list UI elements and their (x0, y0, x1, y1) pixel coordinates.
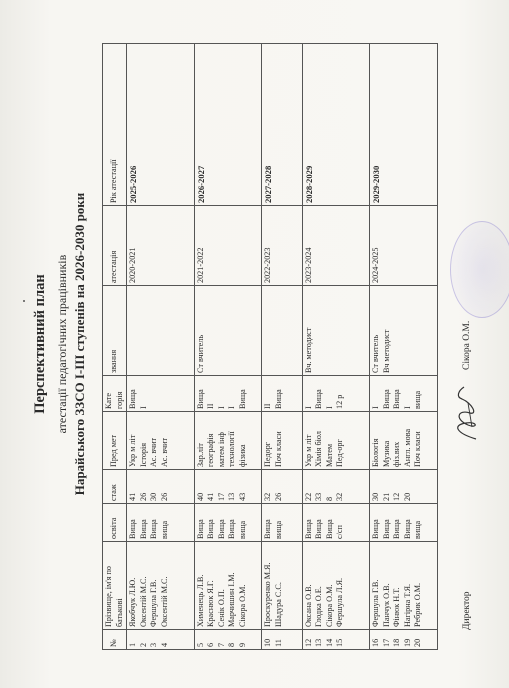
cell-title (127, 286, 195, 376)
cell-line: Вища (303, 519, 313, 539)
school-line: Нарайського ЗЗСО І-ІІІ ступенів на 2026-2030 роки (72, 192, 87, 496)
cell-line: Фершула Г.В. (149, 579, 158, 627)
cell-line: вища (273, 520, 283, 539)
cell-line: Вища (392, 389, 402, 409)
signature-icon (448, 383, 484, 443)
cell-year: 2028-2029 (302, 44, 370, 206)
cell-line: 10 (263, 638, 273, 647)
cell-line: Вища (314, 389, 324, 409)
cell-line: 13 (314, 638, 324, 647)
cell-line: Вища (195, 519, 205, 539)
cell-line: вища (237, 520, 247, 539)
cell-line: 41 (206, 492, 216, 501)
cell-year: 2026-2027 (194, 44, 262, 206)
table-row (127, 44, 195, 650)
cell-line: Зар.літ (195, 443, 205, 467)
cell-line: вища (413, 520, 423, 539)
cell-subject (370, 412, 438, 470)
cell-line: Історія (138, 442, 148, 467)
cell-line: 20 (413, 638, 423, 647)
cell-line: Сікора О.М. (324, 584, 334, 627)
cell-line: 8 (324, 496, 334, 501)
cell-line: Вч. методист (303, 327, 313, 373)
cell-line: 8 (227, 642, 237, 647)
cell-line: 26 (138, 492, 148, 501)
cell-line: 2 (138, 642, 148, 647)
cell-line: Вища (195, 389, 205, 409)
cell-line: 26 (273, 492, 283, 501)
cell-line: 32 (335, 492, 345, 501)
cell-line: Музика (381, 440, 391, 467)
cell-line: 2021-2022 (195, 247, 205, 283)
cell-line: с/сп (335, 525, 345, 539)
attestation-table (102, 43, 438, 650)
header-subject: Пред мет (103, 412, 127, 470)
cell-line: Шадура С.С. (273, 582, 283, 627)
cell-line: Вища (324, 519, 334, 539)
cell-num (262, 630, 303, 650)
table-row (302, 44, 370, 650)
cell-line: І (138, 406, 148, 409)
document-title: Перспективний план (32, 274, 48, 414)
cell-line: 41 (128, 492, 137, 501)
cell-line: Укр м літ (303, 434, 313, 467)
cell-attestation (302, 206, 370, 286)
cell-name (262, 542, 303, 630)
cell-line: технології (227, 431, 237, 467)
cell-subject (262, 412, 303, 470)
cell-line: Ас. вчит (159, 437, 169, 467)
cell-line: 2024-2025 (371, 247, 381, 283)
cell-subject (194, 412, 262, 470)
stamp-icon (450, 221, 509, 318)
cell-name (194, 542, 262, 630)
cell-line: Краснюк Я.Г. (206, 580, 216, 627)
cell-line: Вища (149, 519, 158, 539)
header-education: освіта (103, 504, 127, 542)
cell-line: вища (413, 390, 423, 409)
cell-line: Біологія (371, 438, 381, 467)
cell-education (262, 504, 303, 542)
cell-line: 2020-2021 (128, 247, 137, 283)
cell-subject (302, 412, 370, 470)
cell-line: Вища (128, 389, 137, 409)
cell-line: Нагірна Т.Я. (402, 583, 412, 627)
cell-num (302, 630, 370, 650)
table-header-row (103, 44, 127, 650)
cell-line: 12 р (335, 394, 345, 409)
cell-line: Ас. вчит (149, 437, 158, 467)
cell-line: фізика (237, 444, 247, 467)
cell-line: Вч методист (381, 329, 391, 373)
cell-education (127, 504, 195, 542)
cell-num (194, 630, 262, 650)
cell-category (127, 376, 195, 412)
cell-education (370, 504, 438, 542)
cell-line: 16 (371, 638, 381, 647)
cell-line: Укр м літ (128, 434, 137, 467)
cell-line: 43 (237, 492, 247, 501)
cell-line: 3 (149, 642, 158, 647)
cell-line: Фінюк Н.Т. (392, 587, 402, 627)
cell-line: 14 (324, 638, 334, 647)
cell-line: Сенік О.П. (216, 589, 226, 627)
cell-line: Хименець Л.В. (195, 574, 205, 627)
cell-line: 30 (371, 492, 381, 501)
cell-line: І (324, 406, 334, 409)
cell-title (262, 286, 303, 376)
cell-line: 19 (402, 638, 412, 647)
cell-line: Хімія біол (314, 431, 324, 467)
header-attestation: атестація (103, 206, 127, 286)
cell-line: 18 (392, 638, 402, 647)
cell-line: Ст вчитель (195, 334, 205, 373)
cell-year: 2027-2028 (262, 44, 303, 206)
cell-line: Ст вчитель (371, 334, 381, 373)
cell-line: 4 (159, 642, 169, 647)
document-subtitle: атестації педагогічних працівників (55, 254, 69, 434)
cell-attestation (262, 206, 303, 286)
cell-line: Вища (216, 519, 226, 539)
cell-line: 2022-2023 (263, 247, 273, 283)
cell-line: ІІ (263, 403, 273, 409)
cell-line: 5 (195, 642, 205, 647)
header-title: звання (103, 286, 127, 376)
cell-line: 40 (195, 492, 205, 501)
table-row (370, 44, 438, 650)
director-label: Директор (462, 591, 472, 630)
cell-line: І (402, 406, 412, 409)
cell-line: Педорг (263, 441, 273, 467)
cell-line: І (371, 406, 381, 409)
cell-line: Вища (128, 519, 137, 539)
header-year: Рік атестації (103, 44, 127, 206)
cell-line: І (216, 406, 226, 409)
cell-line: Глодка О.Е. (314, 586, 324, 627)
header-experience: стаж (103, 470, 127, 504)
cell-title (302, 286, 370, 376)
cell-line: Поч класи (273, 431, 283, 467)
cell-line: 9 (237, 642, 247, 647)
cell-line: 1 (128, 642, 137, 647)
cell-line: Вища (381, 519, 391, 539)
cell-attestation (194, 206, 262, 286)
cell-line: Вища (314, 519, 324, 539)
cell-line: Проскуренко М.Я. (263, 562, 273, 627)
cell-line: Вища (392, 519, 402, 539)
cell-title (194, 286, 262, 376)
cell-line: Сікора О.М. (237, 584, 247, 627)
cell-line: 2023-2024 (303, 247, 313, 283)
header-num: № (103, 630, 127, 650)
cell-line: Вища (138, 519, 148, 539)
cell-line: вища (159, 520, 169, 539)
cell-line: 12 (392, 492, 402, 501)
cell-line: 26 (159, 492, 169, 501)
cell-line: Вища (273, 389, 283, 409)
cell-line: Вища (227, 519, 237, 539)
cell-year: 2025-2026 (127, 44, 195, 206)
header-category: Кате горія (103, 376, 127, 412)
cell-category (194, 376, 262, 412)
cell-line: 20 (402, 492, 412, 501)
cell-line: Вища (237, 389, 247, 409)
cell-line: 7 (216, 642, 226, 647)
cell-attestation (370, 206, 438, 286)
cell-line: Вища (263, 519, 273, 539)
cell-line: 22 (303, 492, 313, 501)
cell-line: Фершула Г.В. (371, 579, 381, 627)
cell-num (127, 630, 195, 650)
cell-line: Матем (324, 443, 334, 467)
cell-line: географія (206, 433, 216, 467)
cell-line: 15 (335, 638, 345, 647)
table-row (194, 44, 262, 650)
cell-num (370, 630, 438, 650)
cell-education (302, 504, 370, 542)
cell-line: Ребрик О.М. (413, 582, 423, 627)
cell-line: 33 (314, 492, 324, 501)
cell-line: Марчишин І.М. (227, 572, 237, 627)
cell-education (194, 504, 262, 542)
cell-line: 17 (381, 638, 391, 647)
cell-line: Оксентій М.С. (138, 576, 148, 627)
cell-line: фіз.вих (392, 441, 402, 467)
cell-line: Панчук О.В. (381, 583, 391, 627)
cell-line: Вища (402, 519, 412, 539)
cell-line: 13 (227, 492, 237, 501)
cell-line: Фершула Л.Я. (335, 577, 345, 627)
cell-line: 12 (303, 638, 313, 647)
cell-line: 6 (206, 642, 216, 647)
cell-name (370, 542, 438, 630)
cell-line: Поч класи (413, 431, 423, 467)
cell-line: І (227, 406, 237, 409)
cell-year: 2029-2030 (370, 44, 438, 206)
cell-line: Пед-орг (335, 439, 345, 467)
cell-experience (302, 470, 370, 504)
header-name: Прізвище, ім'я по батькові (103, 542, 127, 630)
cell-category (302, 376, 370, 412)
cell-name (127, 542, 195, 630)
cell-line: 21 (381, 492, 391, 501)
cell-line: Вища (206, 519, 216, 539)
cell-line: Оксентій М.С. (159, 576, 169, 627)
cell-category (370, 376, 438, 412)
cell-line: 32 (263, 492, 273, 501)
cell-line: Якобчук Л.Ю. (128, 577, 137, 627)
cell-line: 11 (273, 639, 283, 647)
cell-experience (370, 470, 438, 504)
table-row (262, 44, 303, 650)
cell-line: матем інф (216, 432, 226, 467)
cell-line: ІІ (206, 403, 216, 409)
cell-experience (262, 470, 303, 504)
cell-line: Англ. мова (402, 428, 412, 467)
director-name: Сікора О.М. (462, 320, 472, 370)
cell-title (370, 286, 438, 376)
cell-line: 17 (216, 492, 226, 501)
cell-experience (194, 470, 262, 504)
cell-line: Вища (371, 519, 381, 539)
cell-line: І (303, 406, 313, 409)
cell-line: Вища (381, 389, 391, 409)
cell-attestation (127, 206, 195, 286)
cell-category (262, 376, 303, 412)
cell-line: Оксана О.В. (303, 584, 313, 627)
cell-line: 30 (149, 492, 158, 501)
cell-experience (127, 470, 195, 504)
cell-name (302, 542, 370, 630)
cell-subject (127, 412, 195, 470)
